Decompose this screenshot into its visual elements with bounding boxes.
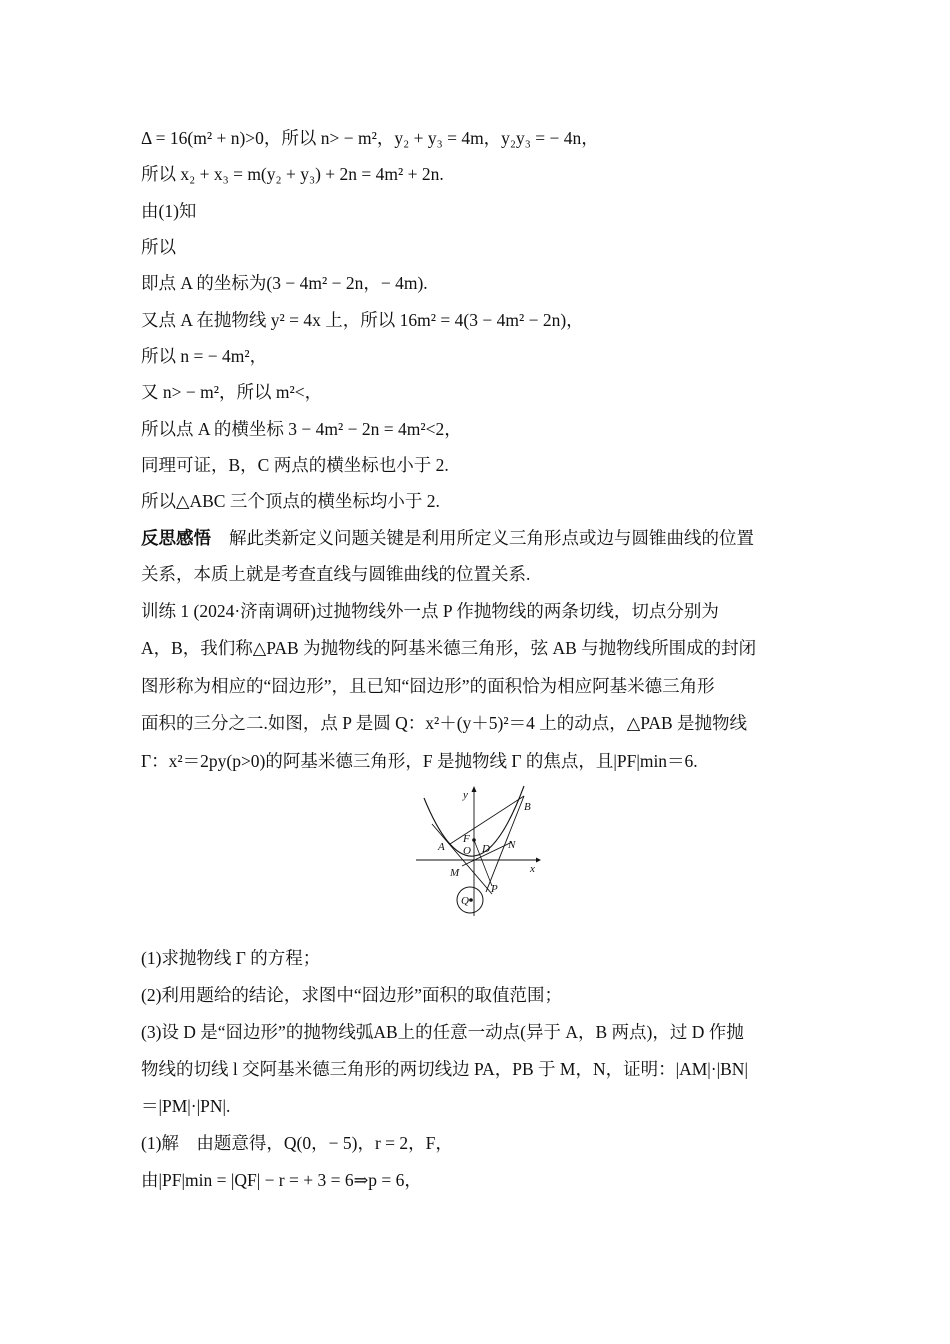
line-5: 即点 A 的坐标为(3 − 4m² − 2n，− 4m). (141, 273, 428, 293)
training-line-2: A，B，我们称△PAB 为抛物线的阿基米德三角形，弦 AB 与抛物线所围成的封闭 (141, 638, 757, 658)
reflection-line-1 (141, 526, 754, 550)
parabola-figure (412, 784, 542, 920)
label-b: B (524, 801, 531, 813)
solution-line-2: 由|PF|min = |QF| − r = + 3 = 6⇒p = 6， (141, 1170, 422, 1190)
question-3-line-3: ＝|PM|·|PN|. (141, 1096, 231, 1116)
question-1: (1)求抛物线 Γ 的方程； (141, 948, 321, 968)
label-n: N (508, 839, 516, 851)
line-2: 所以 x₂ + x₃ = m(y₂ + y₃) + 2n = 4m² + 2n. (141, 164, 444, 184)
solution-line-1: (1)解 由题意得，Q(0，− 5)，r = 2，F， (141, 1133, 453, 1153)
line-9: 所以点 A 的横坐标 3 − 4m² − 2n = 4m²<2， (141, 419, 462, 439)
x-axis-arrow (536, 858, 541, 863)
line-7: 所以 n = − 4m²， (141, 346, 268, 366)
label-d: D (482, 843, 490, 855)
reflection-text-1: 解此类新定义问题关键是利用所定义三角形点或边与圆锥曲线的位置 (229, 528, 754, 548)
label-q: Q (461, 895, 469, 907)
label-p: P (491, 883, 498, 895)
reflection-label: 反思感悟 (141, 528, 211, 548)
line-10: 同理可证，B，C 两点的横坐标也小于 2. (141, 455, 449, 475)
label-o: O (463, 845, 471, 857)
label-m: M (450, 867, 460, 879)
label-a: A (438, 841, 445, 853)
question-3-line-1: (3)设 D 是“囧边形”的抛物线弧AB上的任意一动点(异于 A，B 两点)，过 D 作抛 (141, 1022, 744, 1042)
y-axis-arrow (472, 786, 477, 792)
point-f (472, 838, 476, 842)
question-3-line-2: 物线的切线 l 交阿基米德三角形的两切线边 PA，PB 于 M，N，证明：|AM|·|BN| (141, 1059, 748, 1079)
question-2: (2)利用题给的结论，求图中“囧边形”面积的取值范围； (141, 985, 562, 1005)
reflection-line-2: 关系，本质上就是考查直线与圆锥曲线的位置关系. (141, 564, 531, 584)
line-11: 所以△ABC 三个顶点的横坐标均小于 2. (141, 491, 440, 511)
label-f: F (463, 833, 470, 845)
point-q (469, 898, 473, 902)
training-line-4: 面积的三分之二.如图，点 P 是圆 Q：x²＋(y＋5)²＝4 上的动点，△PAB 是抛物线 (141, 713, 748, 733)
line-3: 由(1)知 (141, 201, 197, 221)
chord-ab (450, 796, 524, 844)
training-line-1: 训练 1 (2024·济南调研)过抛物线外一点 P 作抛物线的两条切线，切点分别为 (141, 601, 719, 621)
label-x: x (530, 863, 535, 875)
line-6: 又点 A 在抛物线 y² = 4x 上，所以 16m² = 4(3 − 4m² − 2n)， (141, 310, 584, 330)
tangent-pa (432, 824, 492, 894)
training-line-5: Γ：x²＝2py(p>0)的阿基米德三角形，F 是抛物线 Γ 的焦点，且|PF|min＝6. (141, 751, 698, 771)
tangent-pb (486, 796, 524, 892)
line-1: Δ = 16(m² + n)>0，所以 n> − m²，y₂ + y₃ = 4m，y₂y₃ = − 4n， (141, 128, 599, 148)
line-8: 又 n> − m²，所以 m²<， (141, 382, 323, 402)
label-y: y (463, 789, 468, 801)
line-4: 所以 (141, 237, 176, 257)
training-line-3: 图形称为相应的“囧边形”，且已知“囧边形”的面积恰为相应阿基米德三角形 (141, 676, 715, 696)
